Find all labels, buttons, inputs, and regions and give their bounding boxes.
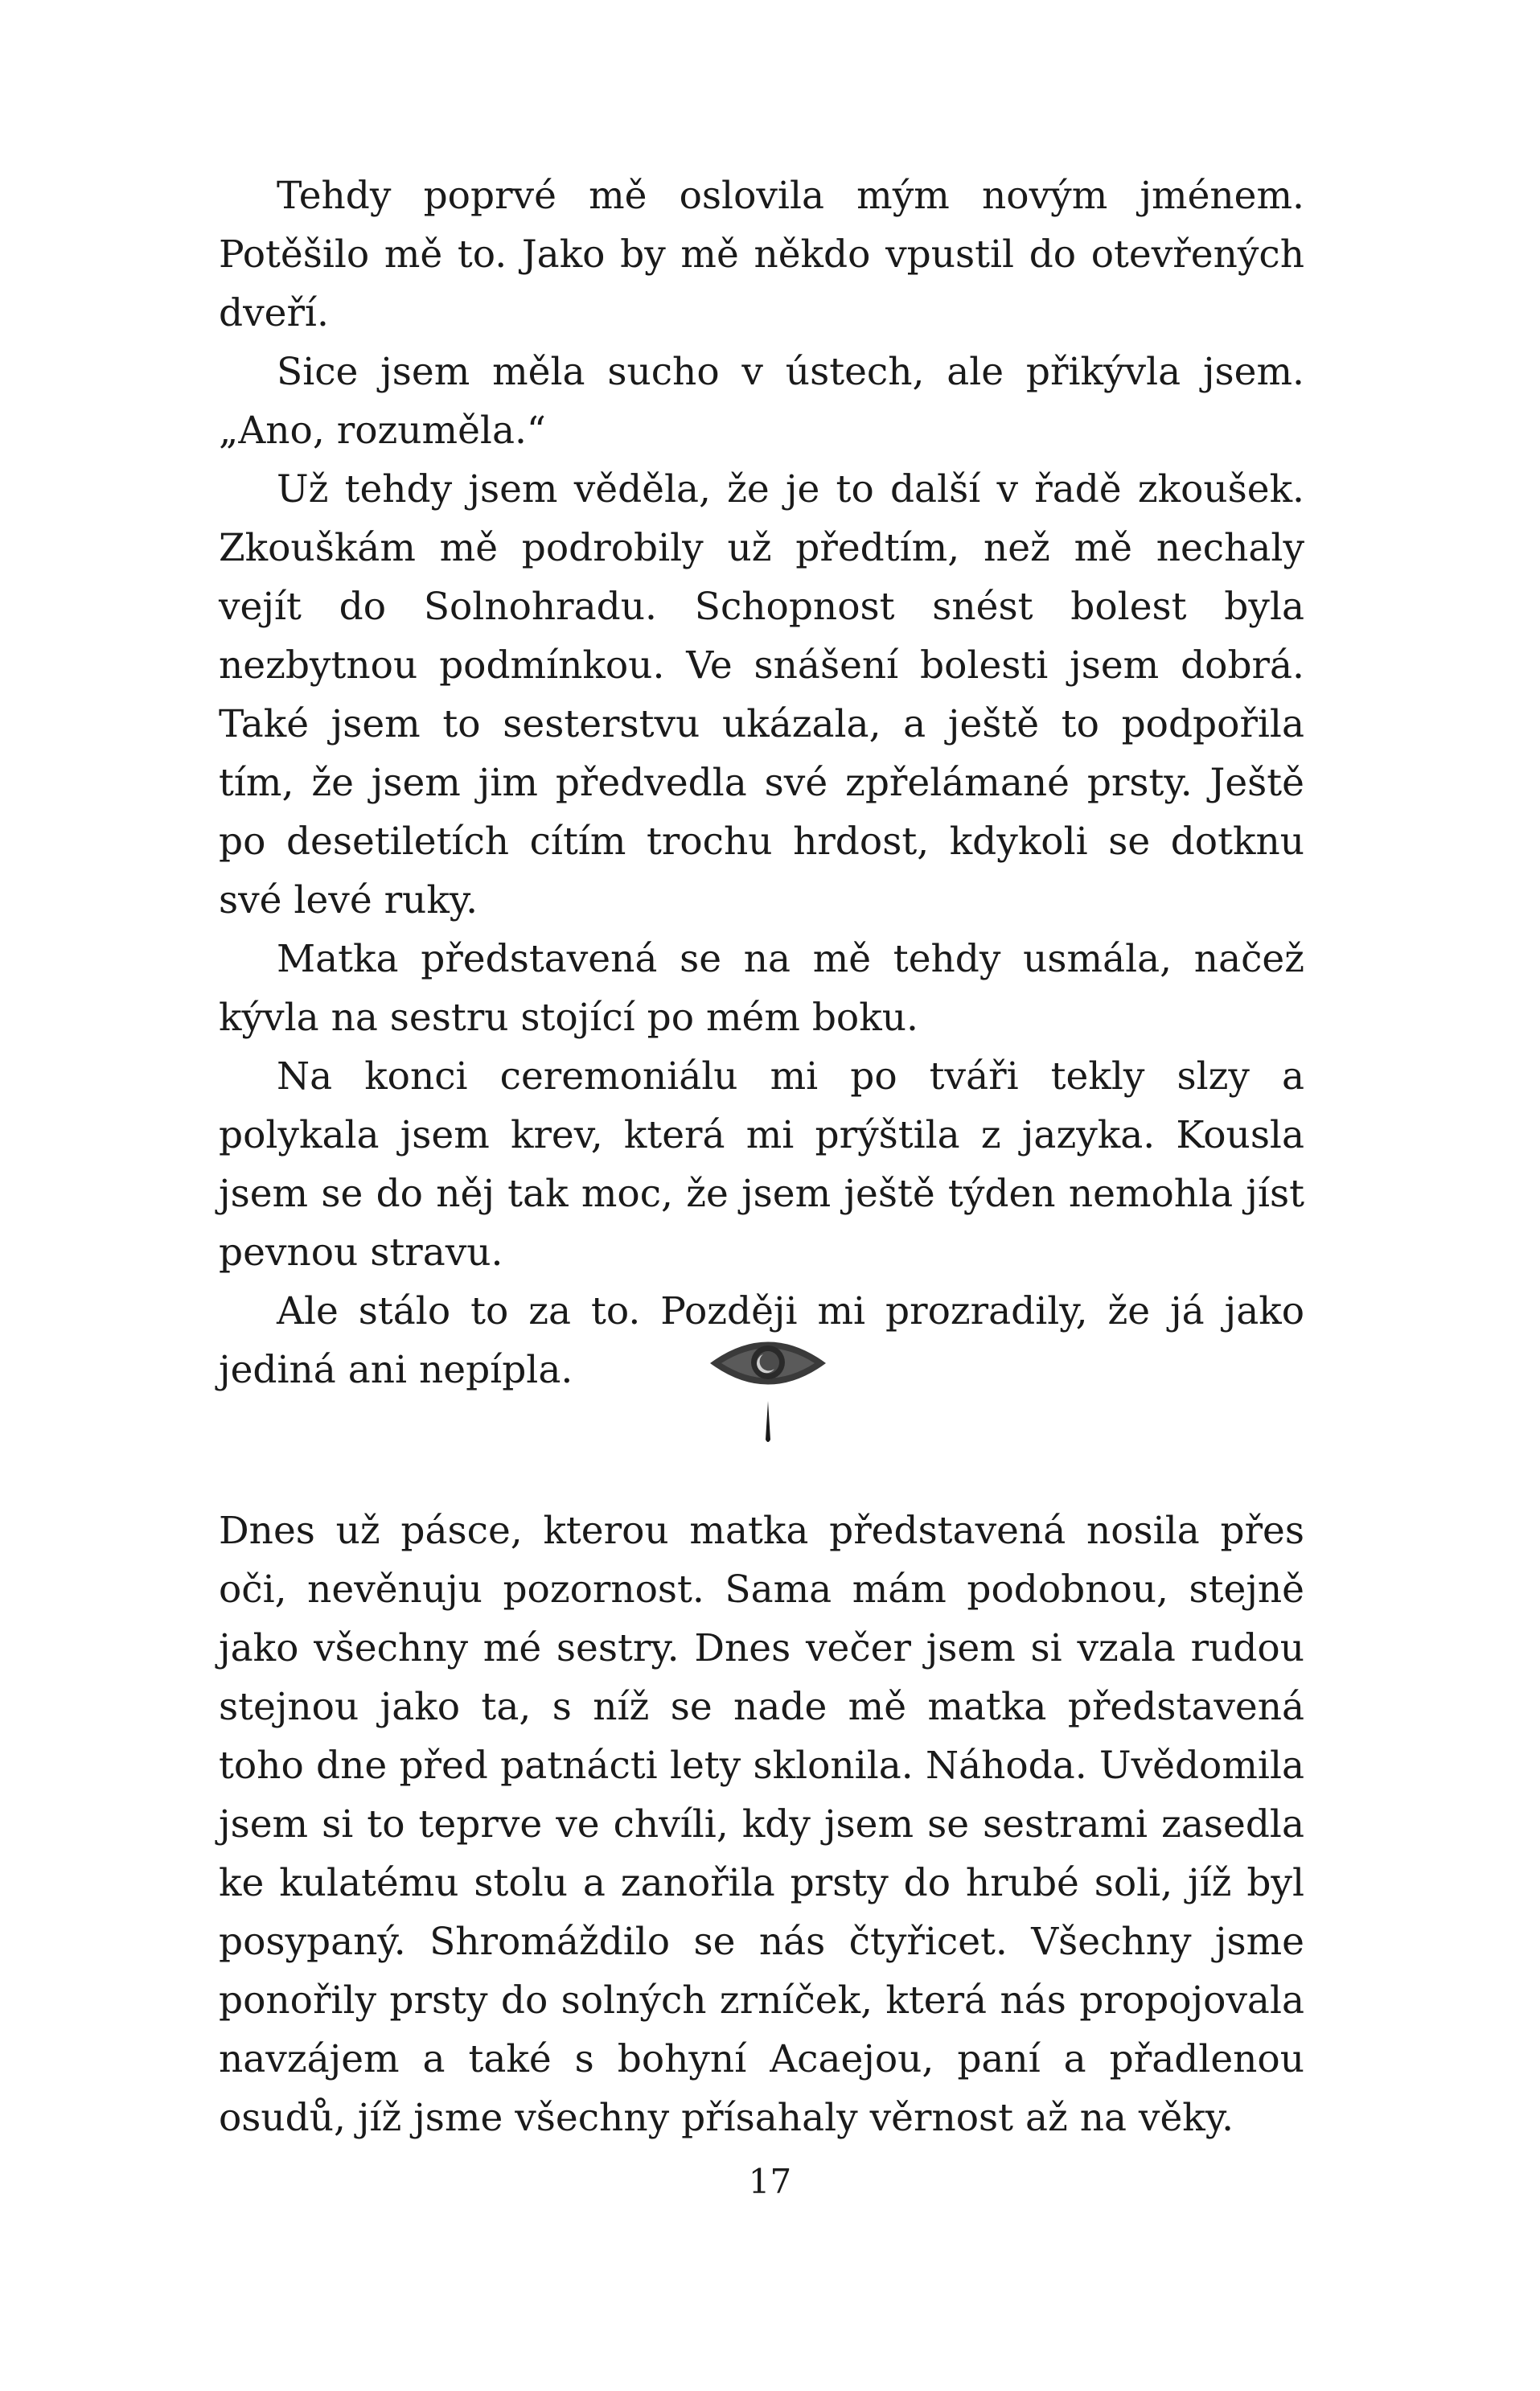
paragraph: Ale stálo to za to. Později mi prozradily, že já jako jediná ani nepípla. bbox=[219, 1289, 1304, 1392]
paragraph: Tehdy poprvé mě oslovila mým novým jménem. Potěšilo mě to. Jako by mě někdo vpustil do otevřených dveří. bbox=[219, 174, 1304, 335]
paragraph: Dnes už pásce, kterou matka představená nosila přes oči, nevěnuju pozornost. Sama mám podobnou, stejně jako všechny mé sestry. Dnes večer jsem si vzala rudou stejnou jako ta, s níž se nade mě matka představená toho dne před patnácti lety sklonila. Náhoda. Uvědomila jsem si to teprve ve chvíli, kdy jsem se sestrami zasedla ke kulatému stolu a zanořila prsty do hrubé soli, jíž byl posypaný. Shromáždilo se nás čtyřicet. Všechny jsme ponořily prsty do solných zrníček, která nás propojovala navzájem a také s bohyní Acaejou, paní a přadlenou osudů, jíž jsme všechny přísahaly věrnost až na věky. bbox=[219, 1509, 1304, 2140]
weeping-eye-icon bbox=[704, 1327, 832, 1448]
paragraph: Matka představená se na mě tehdy usmála, načež kývla na sestru stojící po mém boku. bbox=[219, 937, 1304, 1040]
text-section-1 bbox=[219, 166, 1304, 1399]
paragraph: Už tehdy jsem věděla, že je to další v řadě zkoušek. Zkouškám mě podrobily už předtím, než mě nechaly vejít do Solnohradu. Schopnost snést bolest byla nezbytnou podmínkou. Ve snášení bolesti jsem dobrá. Také jsem to sesterstvu ukázala, a ještě to podpořila tím, že jsem jim předvedla své zpřelámané prsty. Ještě po desetiletích cítím trochu hrdost, kdykoli se dotknu své levé ruky. bbox=[219, 467, 1304, 922]
text-section-2 bbox=[219, 1502, 1304, 2147]
paragraph: Na konci ceremoniálu mi po tváři tekly slzy a polykala jsem krev, která mi prýštila z jazyka. Kousla jsem se do něj tak moc, že jsem ještě týden nemohla jíst pevnou stravu. bbox=[219, 1054, 1304, 1275]
page-number: 17 bbox=[748, 2162, 792, 2201]
paragraph: Sice jsem měla sucho v ústech, ale přikývla jsem. „Ano, rozuměla.“ bbox=[219, 350, 1304, 453]
